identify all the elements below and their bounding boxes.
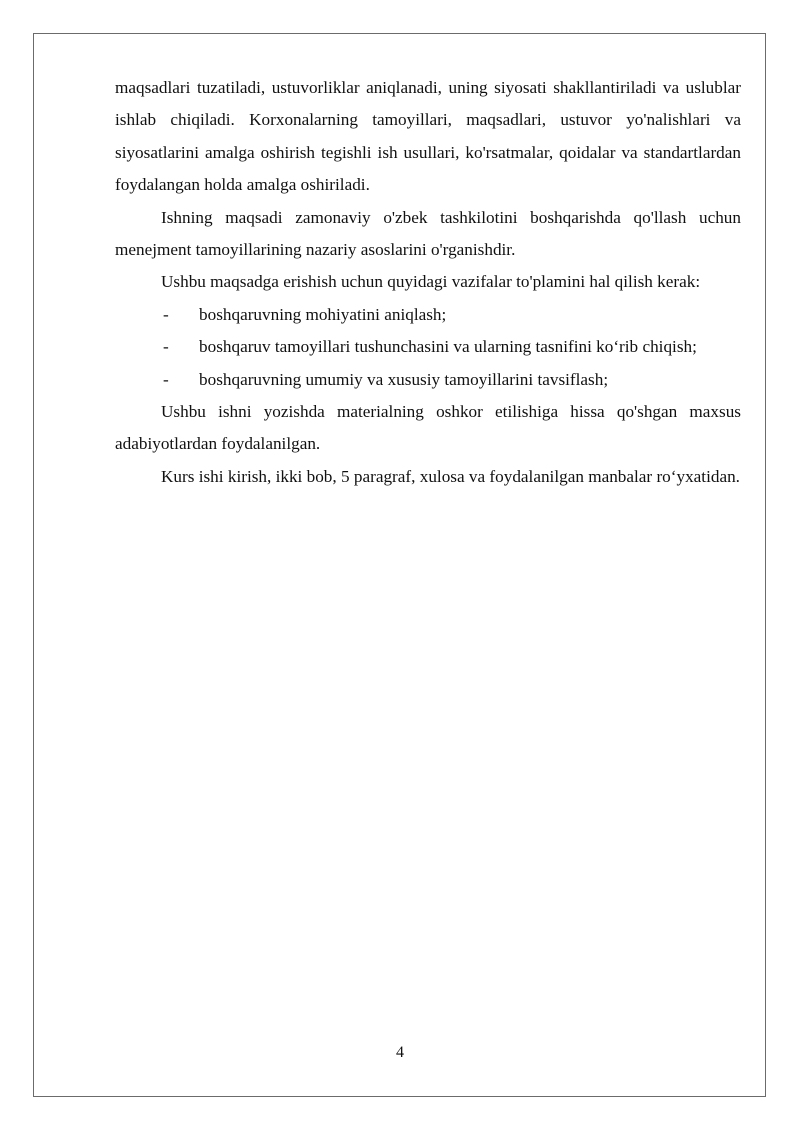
list-item-text: boshqaruvning umumiy va xususiy tamoyillarini tavsiflash; [199, 369, 609, 389]
list-item [115, 364, 741, 396]
bullet-marker: - [163, 304, 169, 324]
document-body [115, 72, 741, 493]
page-number: 4 [396, 1044, 404, 1061]
list-item [115, 331, 741, 363]
task-list [115, 299, 741, 396]
bullet-marker: - [163, 369, 169, 389]
list-item-text: boshqaruv tamoyillari tushunchasini va ularning tasnifini ko‘rib chiqish; [199, 337, 697, 357]
list-item-text: boshqaruvning mohiyatini aniqlash; [199, 304, 447, 324]
paragraph-continuation: maqsadlari tuzatiladi, ustuvorliklar aniqlanadi, uning siyosati shakllantiriladi va uslublar ishlab chiqiladi. Korxonalarning tamoyillari, maqsadlari, ustuvor yo'nalishlari va siyosatlarini amalga oshirish tegishli ish usullari, ko'rsatmalar, qoidalar va standartlardan foydalangan holda amalga oshiriladi. [115, 78, 741, 195]
paragraph-literature: Ushbu ishni yozishda materialning oshkor etilishiga hissa qo'shgan maxsus adabiyotlardan foydalanilgan. [115, 402, 741, 454]
list-item [115, 299, 741, 331]
bullet-marker: - [163, 337, 169, 357]
paragraph-structure: Kurs ishi kirish, ikki bob, 5 paragraf, xulosa va foydalanilgan manbalar ro‘yxatidan. [161, 466, 740, 486]
paragraph-purpose: Ishning maqsadi zamonaviy o'zbek tashkilotini boshqarishda qo'llash uchun menejment tamoyillarining nazariy asoslarini o'rganishdir. [115, 207, 741, 260]
paragraph-tasks-intro: Ushbu maqsadga erishish uchun quyidagi vazifalar to'plamini hal qilish kerak: [161, 272, 701, 292]
